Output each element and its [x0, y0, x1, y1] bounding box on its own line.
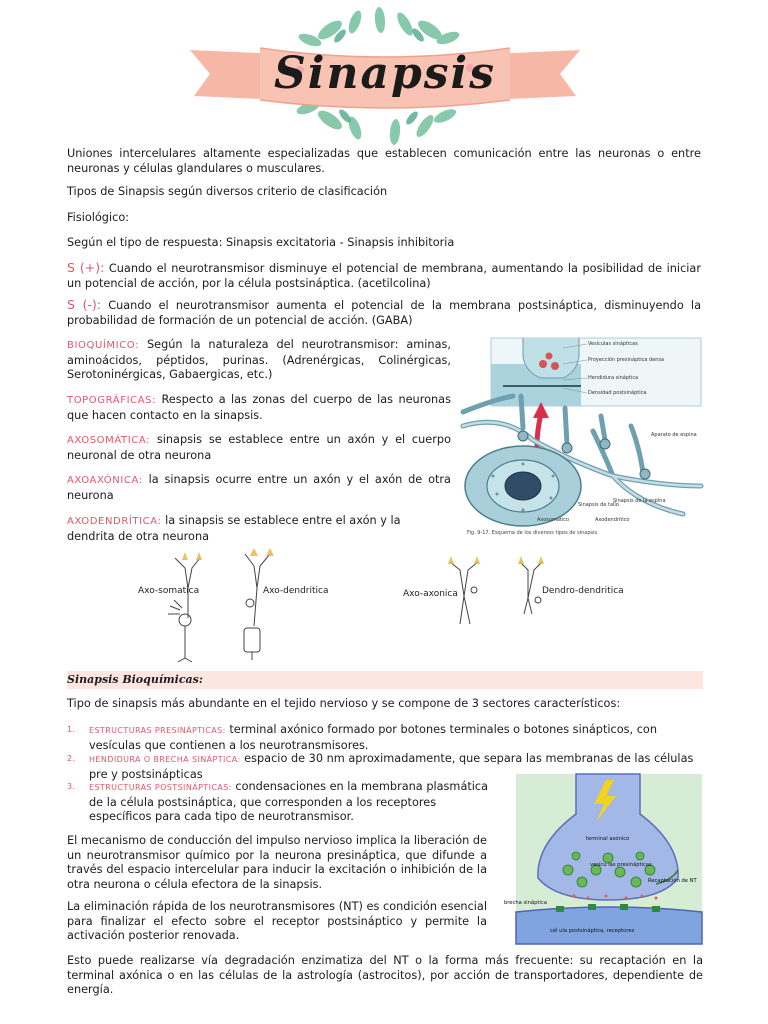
- section-heading-band: [67, 671, 703, 689]
- classification-item-axodendritic: [67, 514, 451, 544]
- chemical-synapse-figure: [504, 774, 702, 944]
- classification-text: la sinapsis ocurre entre un axón y el axón de otra neurona: [67, 473, 451, 502]
- s-plus-label: S (+):: [67, 260, 105, 275]
- list-number: 2.: [67, 754, 76, 763]
- list-label: ESTRUCTURAS PRESINÁPTICAS:: [89, 726, 226, 735]
- figure-label: cél ula postsináptica, receptores: [550, 928, 635, 934]
- s-minus-text: Cuando el neurotransmisor aumenta el potencial de la membrana postsináptica, disminuyendo la probabilidad de formación de un potencial de acción. (GABA): [67, 299, 701, 327]
- classification-item-topographic: [67, 393, 451, 423]
- header-banner: [180, 8, 590, 143]
- figure-label: terminal axónico: [586, 836, 630, 842]
- figure-label: Vesículas sinápticas: [588, 341, 638, 347]
- figure-label: Sinapsis de tallo: [578, 502, 619, 508]
- figure-label: Sinapsis de la espina: [613, 498, 666, 504]
- s-plus-text: Cuando el neurotransmisor disminuye el potencial de membrana, aumentando la posibilidad de iniciar un potencial de acción, por la célula postsináptica. (acetilcolina): [67, 262, 701, 290]
- classification-text: la sinapsis se establece entre el axón y la dendrita de otra neurona: [67, 514, 401, 543]
- figure-label: Aparato de espina: [651, 432, 697, 438]
- figure-caption: Fig. 9-17. Esquema de los diversos tipos de sinapsis.: [467, 530, 599, 536]
- elimination-paragraph: La eliminación rápida de los neurotransmisores (NT) es condición esencial para finalizar el efecto sobre el receptor postsináptico y permite la activación posterior renovada.: [67, 900, 487, 942]
- classification-label: AXOSOMÁTICA:: [67, 435, 151, 446]
- classification-label: TOPOGRÁFICAS:: [67, 395, 157, 406]
- page-title: Sinapsis: [273, 48, 496, 99]
- figure-label: Proyección presináptica densa: [588, 357, 665, 363]
- list-label: HENDIDURA O BRECHA SINÁPTICA:: [89, 755, 241, 764]
- list-text: condensaciones en la membrana plasmática de la célula postsináptica, que corresponden a los receptores específicos para cada tipo de neurotransmisor.: [89, 780, 489, 823]
- figure-label: vesícu las presinápticas: [590, 862, 652, 868]
- classification-label: AXODENDRÍTICA:: [67, 516, 162, 527]
- classification-text: sinapsis se establece entre un axón y el cuerpo neuronal de otra neurona: [67, 433, 451, 462]
- sketch-label: Axo-axonica: [403, 589, 458, 599]
- figure-label: Axodendrítico: [595, 517, 630, 523]
- list-label: ESTRUCTURAS POSTSINÁPTICAS:: [89, 783, 232, 792]
- excitatory-paragraph: [67, 261, 701, 291]
- classification-item-axoaxonic: [67, 473, 451, 503]
- figure-label: brecha sináptica: [504, 900, 547, 906]
- figure-label: Hendidura sináptica: [588, 375, 639, 381]
- list-item: [67, 780, 489, 825]
- synapse-types-illustration: [463, 336, 703, 540]
- section-heading: Sinapsis Bioquímicas:: [67, 673, 203, 686]
- figure-label: Densidad postsináptica: [588, 390, 647, 396]
- list-number: 1.: [67, 725, 76, 734]
- synapse-sketches-figure: [130, 548, 650, 663]
- list-number: 3.: [67, 782, 76, 791]
- classification-text: Según la naturaleza del neurotransmisor: aminas, aminoácidos, péptidos, purinas. (Adrenérgicas, Colinérgicas, Serotoninérgicas, Gabaergicas, etc.): [67, 338, 451, 381]
- classification-label: AXOAXÓNICA:: [67, 475, 143, 486]
- physiological-label: Fisiológico:: [67, 211, 130, 224]
- figure-label: Recaptación de NT: [648, 878, 697, 884]
- list-text: terminal axónico formado por botones terminales o botones sinápticos, con vesículas que contienen a los neurotransmisores.: [89, 723, 658, 752]
- types-line: Tipos de Sinapsis según diversos criterio de clasificación: [67, 185, 388, 198]
- section-intro: Tipo de sinapsis más abundante en el tejido nervioso y se compone de 3 sectores característicos:: [67, 697, 621, 710]
- response-type-line: Según el tipo de respuesta: Sinapsis excitatoria - Sinapsis inhibitoria: [67, 236, 455, 249]
- classification-item-axosomatic: [67, 433, 451, 463]
- list-item: [67, 723, 703, 753]
- sketch-label: Axo-somatica: [138, 586, 200, 596]
- list-text: espacio de 30 nm aproximadamente, que separa las membranas de las células pre y postsinápticas: [89, 752, 694, 781]
- classification-item-biochemical: [67, 338, 451, 383]
- intro-paragraph: Uniones intercelulares altamente especializadas que establecen comunicación entre las neuronas o entre neuronas y células glandulares o musculares.: [67, 147, 701, 175]
- figure-label: Axosomático: [537, 517, 570, 523]
- neuron-sketches-illustration: [130, 548, 650, 663]
- synapse-types-figure: [463, 336, 703, 540]
- mechanism-paragraph: El mecanismo de conducción del impulso nervioso implica la liberación de un neurotransmisor químico por la neurona presináptica, que difunde a través del espacio intercelular para inducir la excitación o inhibición de la otra neurona o célula efectora de la sinapsis.: [67, 834, 487, 891]
- s-minus-label: S (-):: [67, 297, 101, 312]
- inhibitory-paragraph: [67, 298, 701, 328]
- classification-label: BIOQUÍMICO:: [67, 340, 140, 351]
- sketch-label: Dendro-dendritica: [542, 586, 624, 596]
- final-paragraph: Esto puede realizarse vía degradación enzimatiza del NT o la forma más frecuente: su recaptación en la terminal axónica o en las células de la astrología (astrocitos), por acción de transportadores, dependiente de energía.: [67, 954, 703, 996]
- sketch-label: Axo-dendritica: [263, 586, 329, 596]
- classification-text: Respecto a las zonas del cuerpo de las neuronas que hacen contacto en la sinapsis.: [67, 393, 451, 422]
- chemical-synapse-illustration: [504, 774, 702, 944]
